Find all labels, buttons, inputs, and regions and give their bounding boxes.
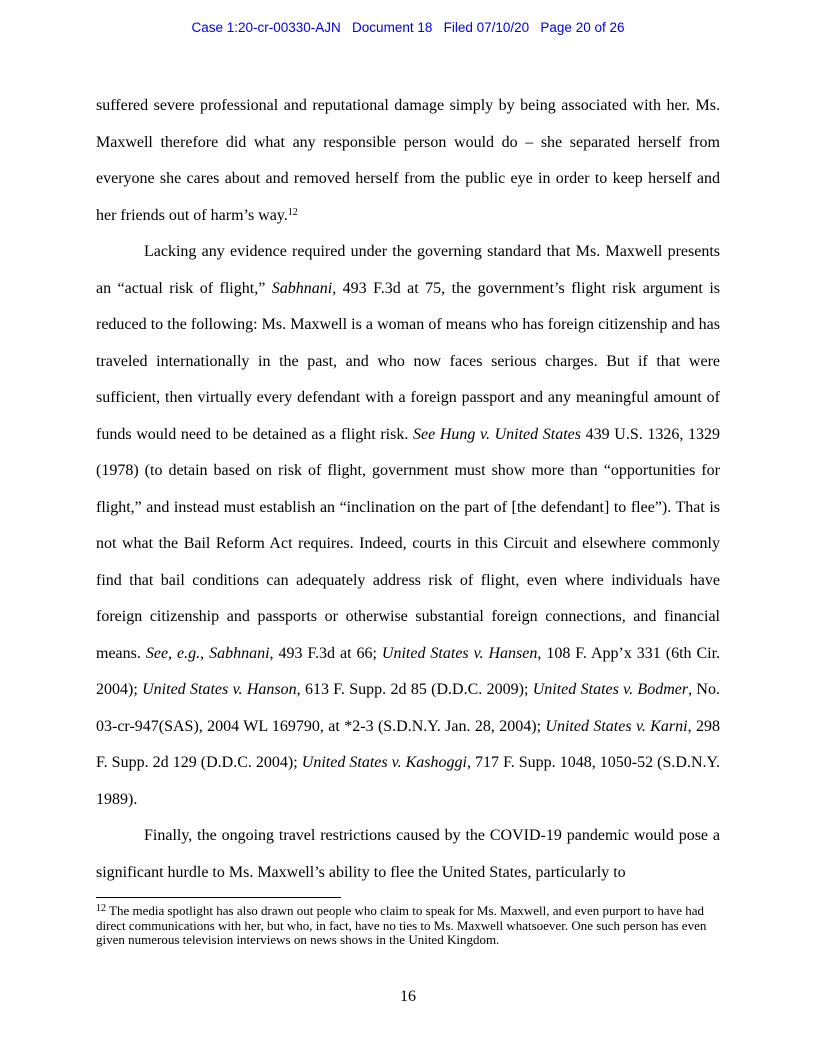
page-number: 16 bbox=[400, 988, 416, 1005]
body-paragraph: Finally, the ongoing travel restrictions caused by the COVID-19 pandemic would pose a significant hurdle to Ms. Maxwell’s ability to flee the United States, particularly to bbox=[96, 827, 720, 881]
case-header-stamp: Case 1:20-cr-00330-AJN Document 18 Filed 07/10/20 Page 20 of 26 bbox=[191, 20, 625, 35]
body-paragraph: Lacking any evidence required under the governing standard that Ms. Maxwell presents an “actual risk of flight,” Sabhnani, 493 F.3d at 75, the government’s flight risk argument is reduced to the following: Ms. Maxwell is a woman of means who has foreign citizenship and has traveled internationally in the past, and who now faces serious charges. But if that were sufficient, then virtually every defendant with a foreign passport and any meaningful amount of funds would need to be detained as a flight risk. See Hung v. United States 439 U.S. 1326, 1329 (1978) (to detain based on risk of flight, government must show more than “opportunities for flight,” and instead must establish an “inclination on the part of [the defendant] to flee”). That is not what the Bail Reform Act requires. Indeed, courts in this Circuit and elsewhere commonly find that bail conditions can adequately address risk of flight, even where individuals have foreign citizenship and passports or otherwise substantial foreign connections, and financial means. See, e.g., Sabhnani, 493 F.3d at 66; United States v. Hansen, 108 F. App’x 331 (6th Cir. 2004); United States v. Hanson, 613 F. Supp. 2d 85 (D.D.C. 2009); United States v. Bodmer, No. 03-cr-947(SAS), 2004 WL 169790, at *2-3 (S.D.N.Y. Jan. 28, 2004); United States v. Karni, 298 F. Supp. 2d 129 (D.D.C. 2004); United States v. Kashoggi, 717 F. Supp. 1048, 1050-52 (S.D.N.Y. 1989). bbox=[96, 243, 721, 808]
body-paragraph: suffered severe professional and reputational damage simply by being associated with her. Ms. Maxwell therefore did what any responsible person would do – she separated herself from everyone she cares about and removed herself from the public eye in order to keep herself and her friends out of harm’s way.$^{12}$ bbox=[96, 97, 720, 224]
footnote-separator bbox=[96, 897, 341, 898]
document-body bbox=[96, 88, 720, 891]
footnote bbox=[96, 897, 720, 948]
footnote-text: $^{12}$ The media spotlight has also drawn out people who claim to speak for Ms. Maxwell, and even purport to have had direct communications with her, but who, in fact, have no ties to Ms. Maxwell whatsoever. One such person has even given numerous television interviews on news shows in the United Kingdom. bbox=[96, 902, 707, 948]
